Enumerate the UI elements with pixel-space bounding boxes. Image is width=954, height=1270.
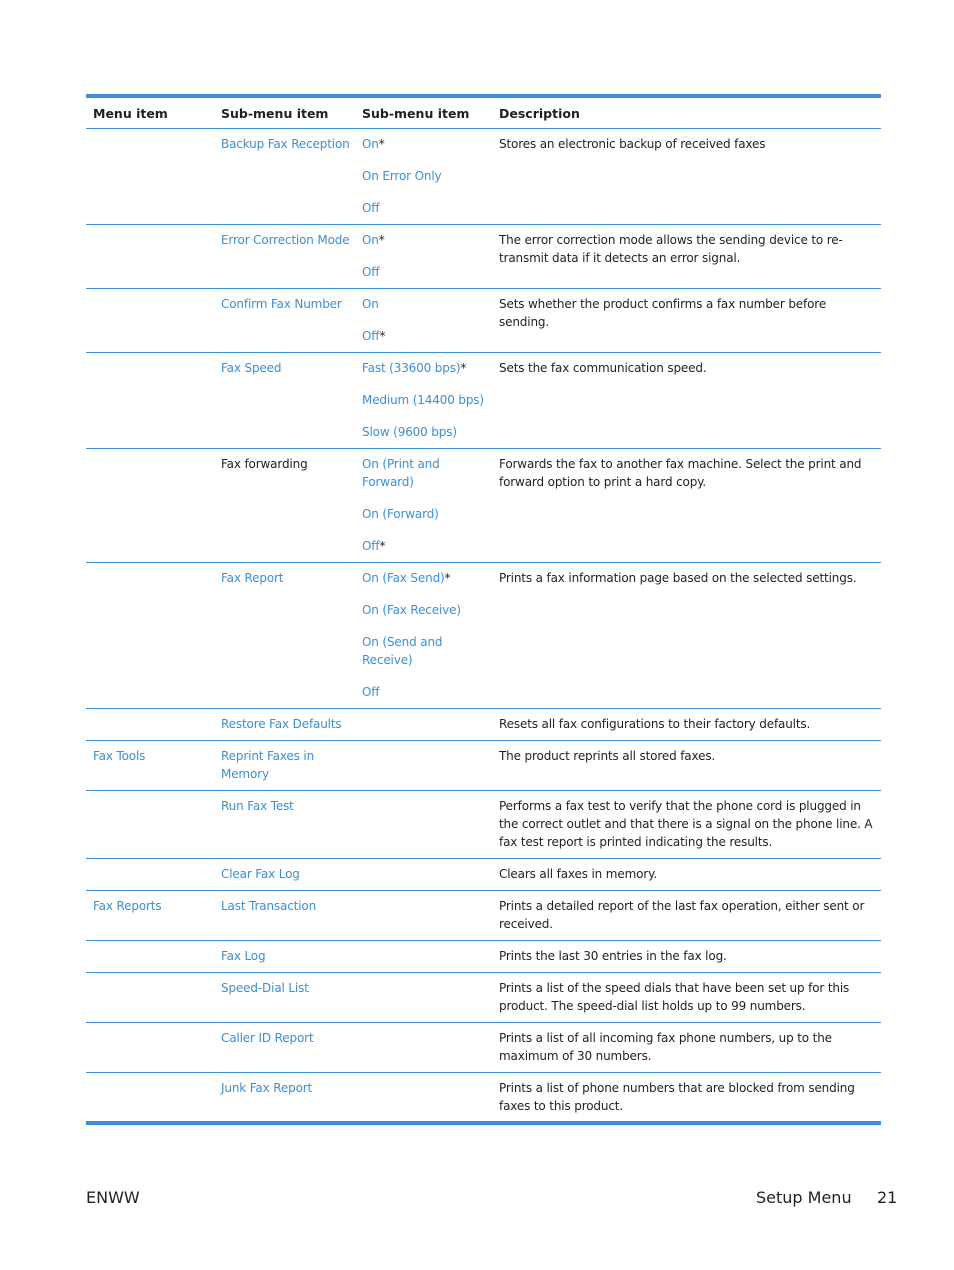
option-item	[362, 295, 493, 313]
sub-menu-item-cell[interactable]: Reprint Faxes in Memory	[221, 749, 315, 781]
option-link[interactable]: Off	[362, 265, 380, 279]
option-item	[362, 135, 493, 153]
option-cell	[362, 897, 499, 933]
table-row	[86, 353, 881, 449]
table-row	[86, 129, 881, 225]
option-cell	[362, 1029, 499, 1065]
table-row	[86, 1073, 881, 1121]
description-cell: Sets whether the product confirms a fax number before sending.	[499, 297, 827, 329]
menu-item-cell	[86, 569, 221, 701]
option-link[interactable]: Medium (14400 bps)	[362, 393, 484, 407]
menu-item-cell	[86, 1079, 221, 1115]
description-cell: Prints a list of all incoming fax phone numbers, up to the maximum of 30 numbers.	[499, 1031, 832, 1063]
description-cell: Prints a list of the speed dials that have been set up for this product. The speed-dial list holds up to 99 numbers.	[499, 981, 850, 1013]
option-item	[362, 391, 493, 409]
menu-item-cell	[86, 295, 221, 345]
description-cell: The product reprints all stored faxes.	[499, 749, 716, 763]
sub-menu-item-cell[interactable]: Confirm Fax Number	[221, 297, 342, 311]
option-link[interactable]: Slow (9600 bps)	[362, 425, 457, 439]
header-menu-item: Menu item	[93, 105, 168, 121]
option-item	[362, 423, 493, 441]
description-cell: Prints a list of phone numbers that are blocked from sending faxes to this product.	[499, 1081, 855, 1113]
option-link[interactable]: On (Print and Forward)	[362, 457, 440, 489]
default-marker: *	[444, 571, 451, 585]
sub-menu-item-cell[interactable]: Clear Fax Log	[221, 867, 300, 881]
sub-menu-item-cell[interactable]: Last Transaction	[221, 899, 317, 913]
option-cell	[362, 979, 499, 1015]
menu-item-cell	[86, 1029, 221, 1065]
table-row	[86, 1023, 881, 1073]
sub-menu-item-cell[interactable]: Backup Fax Reception	[221, 137, 350, 151]
option-link[interactable]: Off	[362, 539, 380, 553]
default-marker: *	[460, 361, 467, 375]
sub-menu-item-cell[interactable]: Run Fax Test	[221, 799, 294, 813]
option-link[interactable]: On Error Only	[362, 169, 442, 183]
default-marker: *	[379, 539, 386, 553]
option-item	[362, 231, 493, 249]
table-row	[86, 941, 881, 973]
default-marker: *	[378, 137, 385, 151]
option-cell	[362, 359, 499, 441]
table-row	[86, 289, 881, 353]
description-cell: Prints a fax information page based on the selected settings.	[499, 571, 857, 585]
option-item	[362, 601, 493, 619]
option-cell	[362, 135, 499, 217]
table-row	[86, 891, 881, 941]
table-row	[86, 741, 881, 791]
default-marker: *	[378, 233, 385, 247]
header-sub-menu-item: Sub-menu item	[221, 105, 329, 121]
description-cell: The error correction mode allows the sending device to re-transmit data if it detects an error signal.	[499, 233, 843, 265]
sub-menu-item-cell[interactable]: Error Correction Mode	[221, 233, 350, 247]
option-cell	[362, 1079, 499, 1115]
menu-item-cell	[86, 359, 221, 441]
menu-item-cell	[86, 135, 221, 217]
description-cell: Resets all fax configurations to their factory defaults.	[499, 717, 811, 731]
option-link[interactable]: Fast (33600 bps)	[362, 361, 461, 375]
description-cell: Prints a detailed report of the last fax operation, either sent or received.	[499, 899, 865, 931]
option-link[interactable]: Off	[362, 329, 380, 343]
option-link[interactable]: On (Fax Receive)	[362, 603, 461, 617]
description-cell: Clears all faxes in memory.	[499, 867, 657, 881]
sub-menu-item-cell[interactable]: Junk Fax Report	[221, 1081, 313, 1095]
table-row	[86, 449, 881, 563]
option-item	[362, 683, 493, 701]
option-link[interactable]: Off	[362, 201, 380, 215]
option-link[interactable]: On (Fax Send)	[362, 571, 445, 585]
header-sub-menu-item-2: Sub-menu item	[362, 105, 470, 121]
sub-menu-item-cell: Fax forwarding	[221, 457, 308, 471]
option-cell	[362, 715, 499, 733]
description-cell: Sets the fax communication speed.	[499, 361, 707, 375]
menu-item-cell	[86, 947, 221, 965]
option-cell	[362, 295, 499, 345]
menu-item-cell[interactable]: Fax Reports	[93, 899, 162, 913]
table-header	[86, 98, 881, 129]
option-link[interactable]: On (Send and Receive)	[362, 635, 443, 667]
option-cell	[362, 797, 499, 851]
sub-menu-item-cell[interactable]: Fax Log	[221, 949, 266, 963]
option-item	[362, 505, 493, 523]
table-row	[86, 709, 881, 741]
option-item	[362, 455, 493, 491]
menu-item-cell[interactable]: Fax Tools	[93, 749, 146, 763]
description-cell: Prints the last 30 entries in the fax log.	[499, 949, 727, 963]
option-cell	[362, 569, 499, 701]
menu-table	[86, 94, 881, 1125]
option-cell	[362, 865, 499, 883]
option-cell	[362, 231, 499, 281]
table-row	[86, 791, 881, 859]
menu-item-cell	[86, 797, 221, 851]
option-item	[362, 327, 493, 345]
sub-menu-item-cell[interactable]: Fax Speed	[221, 361, 282, 375]
sub-menu-item-cell[interactable]: Speed-Dial List	[221, 981, 309, 995]
option-link[interactable]: On	[362, 233, 379, 247]
sub-menu-item-cell[interactable]: Restore Fax Defaults	[221, 717, 342, 731]
table-row	[86, 563, 881, 709]
option-item	[362, 537, 493, 555]
option-cell	[362, 455, 499, 555]
menu-item-cell	[86, 865, 221, 883]
default-marker: *	[379, 329, 386, 343]
option-cell	[362, 747, 499, 783]
footer-section: Setup Menu	[756, 1188, 852, 1207]
option-item	[362, 199, 493, 217]
table-body	[86, 129, 881, 1121]
header-description: Description	[499, 105, 580, 121]
table-row	[86, 225, 881, 289]
sub-menu-item-cell[interactable]: Fax Report	[221, 571, 284, 585]
table-row	[86, 973, 881, 1023]
option-link[interactable]: On	[362, 137, 379, 151]
sub-menu-item-cell[interactable]: Caller ID Report	[221, 1031, 314, 1045]
option-link[interactable]: Off	[362, 685, 380, 699]
option-item	[362, 167, 493, 185]
option-item	[362, 359, 493, 377]
menu-item-cell	[86, 979, 221, 1015]
option-link[interactable]: On (Forward)	[362, 507, 439, 521]
description-cell: Forwards the fax to another fax machine. Select the print and forward option to print a hard copy.	[499, 457, 862, 489]
footer-page-number: 21	[877, 1188, 898, 1207]
description-cell: Stores an electronic backup of received faxes	[499, 137, 766, 151]
footer-left: ENWW	[86, 1188, 140, 1207]
option-item	[362, 633, 493, 669]
menu-item-cell	[86, 231, 221, 281]
table-row	[86, 859, 881, 891]
option-cell	[362, 947, 499, 965]
option-item	[362, 569, 493, 587]
menu-item-cell	[86, 715, 221, 733]
option-item	[362, 263, 493, 281]
menu-item-cell	[86, 455, 221, 555]
option-link[interactable]: On	[362, 297, 379, 311]
description-cell: Performs a fax test to verify that the phone cord is plugged in the correct outlet and that there is a signal on the phone line. A fax test report is printed indicating the results.	[499, 799, 873, 849]
